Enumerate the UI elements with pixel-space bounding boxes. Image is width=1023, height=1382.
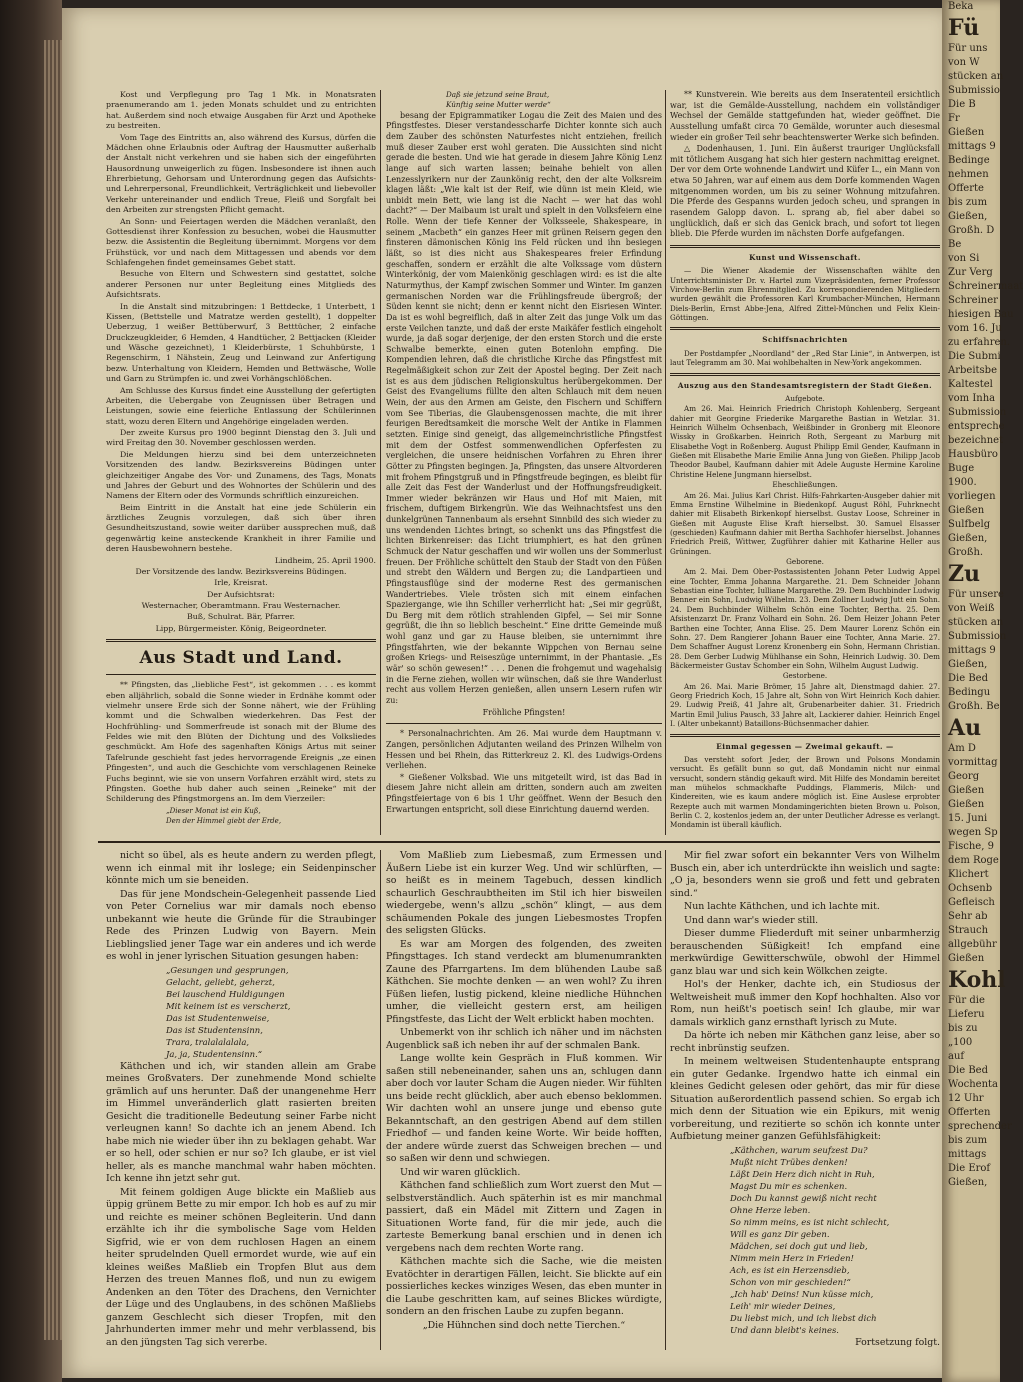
edge-fragment: Sehr ab xyxy=(948,911,988,922)
t3-paras-item: △ Dodenhausen, 1. Juni. Ein äußerst trauriger Unglücksfall mit tötlichem Ausgang hat sich hier gestern nachmittag ereignet. Der vor dem Orte wohnende Landwirt und Küfer L., ein Mann von etwa 50 Jahren, war auf einem aus dem Dorfe kommenden Wagen mitgenommen worden, um bis zu seiner Wohnung mitzufahren. Die Pferde des Gespanns wurden jedoch scheu, und sprangen in rasendem Galopp davon. L. sprang ab, fiel aber dabei so unglücklich, daß er sich das Genick brach, und sofort tot liegen blieb. Die Pferde wurden im nächsten Dorfe aufgefangen. xyxy=(670,144,940,239)
gest-label: Gestorbene. xyxy=(782,671,828,681)
b1-verse-item: Ja, ja, Studentensinn.“ xyxy=(166,1048,263,1059)
t1-paras xyxy=(106,90,376,555)
edge-fragment: Die B xyxy=(948,99,976,110)
edge-fragment: Offerte xyxy=(948,183,984,194)
top-column-3 xyxy=(670,90,940,835)
b3-verse-item: Ohne Herze leben. xyxy=(730,1204,811,1215)
edge-fragment: Wochenta xyxy=(948,1079,998,1090)
b1-paras2 xyxy=(106,1061,376,1350)
section-title-aus-stadt-und-land: Aus Stadt und Land. xyxy=(139,648,343,669)
edge-fragment: stücken an xyxy=(948,617,1004,628)
b2-paras-item: Es war am Morgen des folgenden, des zweiten Pfingsttages. Ich stand verdeckt am blumenumrankten Zaune des Pfarrgartens. Im dem blühenden Laube saß Käthchen. Sie mochte denken — an wen wohl? Zu ihren Füßen liefen, lustig pickend, kleine niedliche Hühnchen umher, die vielleicht gestern erst, am heiligen Pfingstfeste, das Licht der Welt erblickt haben mochten. xyxy=(386,938,662,1025)
t1-signature-item: Der Aufsichtsrat: xyxy=(207,589,275,599)
edge-fragment: Die Erof xyxy=(948,1163,991,1174)
edge-fragment: Buge xyxy=(948,463,975,474)
t1-signature-item: Westernacher, Oberamtmann. Frau Westernacher. xyxy=(141,601,341,610)
b1-verse-item: Trara, tralalalalala, xyxy=(166,1036,250,1047)
b3-paras-item: In meinem weltweisen Studentenhaupte entsprang ein guter Gedanke. Irgendwo hatte ich einmal ein kleines Gedicht gelesen oder gehört, das mir für diese Situation außerordentlich passend schien. So ergab ich mich denn der Situation wie ein Epikurs, mit wenig vorbereitung, und rezitierte so schön ich konnte unter Aufbietung meiner ganzen Gefühlsfähigkeit: xyxy=(670,1056,940,1142)
edge-fragment: wegen Sp xyxy=(948,827,998,838)
edge-fragment: „100 xyxy=(948,1037,973,1048)
edge-fragment: bis zum xyxy=(948,1135,988,1146)
t3-rule-2 xyxy=(670,327,940,330)
edge-fragment: von Si xyxy=(948,253,980,264)
b3-verse-item: Schon von mir geschieden!“ xyxy=(730,1276,851,1287)
edge-fragment: Offerten xyxy=(948,1107,991,1118)
t2-verse-item: Daß sie jetzund seine Braut, xyxy=(446,90,550,99)
edge-fragment: Bedingu xyxy=(948,687,991,698)
t1-section-paras xyxy=(106,680,376,805)
schiff-title: Schiffsnachrichten xyxy=(762,335,848,345)
edge-fragment: Ochsenb xyxy=(948,883,993,894)
edge-fragment: Klichert xyxy=(948,869,989,880)
edge-fragment: mittags xyxy=(948,1149,987,1160)
edge-fragment: vormittag xyxy=(948,757,998,768)
b3-verse-item: „Ich hab' Deins! Nun küsse mich, xyxy=(730,1288,874,1299)
b1-verse-item: „Gesungen und gesprungen, xyxy=(166,964,289,975)
t1-signature-item: Buß, Schulrat. Bär, Pfarrer. xyxy=(186,612,296,622)
b3-verse-item: Ach, es ist ein Herzensdieb, xyxy=(730,1264,850,1275)
edge-fragment: Gießen xyxy=(948,799,985,810)
t3-rule-4 xyxy=(670,734,940,737)
b3-verse-item: Leih' mir wieder Deines, xyxy=(730,1300,836,1311)
edge-fragment: sprechender xyxy=(948,1121,1012,1132)
edge-fragment: Die Submi xyxy=(948,351,1001,362)
adjacent-page-edge xyxy=(942,0,1023,1382)
edge-fragment: auf xyxy=(948,1051,965,1062)
edge-fragment: allgebühr xyxy=(948,939,997,950)
edge-fragment: mittags 9 xyxy=(948,645,996,656)
ehe-label: Eheschließungen. xyxy=(772,480,838,490)
kunst-text: — Die Wiener Akademie der Wissenschaften wählte den Unterrichtsminister Dr. v. Hartel zum Vizepräsidenten, ferner Professor Virchow-Berlin zum Ehrenmitglied. Zu korrespondierenden Mitgliedern wurden gewählt die Professoren Karl Krumbacher-München, Hermann Diels-Berlin, Ernst Abbe-Jena, Alfred Zittel-München und Felix Klein-Göttingen. xyxy=(670,266,940,323)
t2-paras-item: besang der Epigrammatiker Logau die Zeit des Maien und des Pfingstfestes. Dieser verstandesscharfe Dichter konnte sich auch dem Zauber des schönsten Naturfestes nicht entziehen, freilich muß dieser Zauber erst wohl geraten. Die Aussichten sind nicht gerade die besten. Und wie hat gerade in diesem Jahre König Lenz lange auf sich warten lassen; beinahe behielt von allen Lenzesslyrikern nur der Zaunkönig recht, den der alte Volksreim klagen läßt: „Wie kalt ist der Reif, wie dünn ist mein Kleid, wie unbidt mein Bett, wie lang ist die Nacht — wer hat das wohl dacht?“ — Der Maibaum ist uralt und spielt in den Volksfeiern eine Rolle. Wenn der tiefe Kenner der Volksseele, Shakespeare, in seinem „Macbeth“ ein ganzes Heer mit grünen Reisern gegen den finsteren dämonischen König ins Feld rücken und ihn besiegen läßt, so ist dies nicht aus Shakespeares freier Erfindung geschaffen, sondern er erzählt die alte Volkssage vom düstern Winterkönig, der vom Maienkönig geschlagen wird: es ist die alte Naturmythus, der Kampf zwischen Sommer und Winter. Im ganzen germanischen Norden war die Frühlingsfreude übergroß; der Süden kennt sie nicht; denn er kennt nicht den Eisriesen Winter. Da ist es wohl begreiflich, daß in alter Zeit das junge Volk um das erste Veilchen tanzte, und daß der erste Maikäfer festlich eingeholt wurde, ja daß sogar derjenige, der den ersten Storch und die erste Schwalbe bemerkte, einen guten Botenlohn empfing. Die Kompendien lehren, daß die christliche Kirche das Pfingstfest mit Regelmäßigkeit schon zur Zeit der Apostel beging. Der Zeit nach ist es aus dem jüdischen Religionskultus herübergekommen. Der Geist des Evangeliums füllte den alten Schlauch mit dem neuen Wein, der aus den Armen am Geiste, den Fischern und Schiffern vom See Tiberias, die Glaubensgenossen machte, die mit ihrer feurigen Beredtsamkeit die morsche Welt der Antike in Flammen setzten. Einige sind geneigt, das allgemeinchristliche Pfingstfest mit dem der Ostfest sommenwendlichen Opferfesten zu vergleichen, die unsere heidnischen Vorfahren zu Ehren ihrer Götter zu Pfingsten begingen. Ja, Pfingsten, das unsere Altvorderen mit frohem Pfingstgruß und in Pfingstfreude begingen, es bleibt für alle Zeit das Fest der Wanderlust und der Hoffnungsfreudigkeit. Immer wieder bekränzen wir Haus und Hof mit Maien, mit frischem, duftigem Birkengrün. Wie das Weihnachtsfest uns den dunkelgrünen Tannenbaum als ersehnt Sinnbild des sich wieder zu uns wendenden Lichtes bringt, so schenkt uns das Pfingstfest die lichten Birkenreiser: das Licht triumphiert, es hat den grünen Schmuck der Natur geschaffen und wir wollen uns der Sommerlust freuen. Der Fröhliche schüttelt den Staub der Stadt von den Füßen und strebt den Wäldern und Bergen zu; die Landpartieen und Pfingstausflüge sind der moderne Rest des germanischen Wandertriebes. Viele trösten sich mit einem einfachen Spaziergange, wie ihn Schiller verherrlicht hat: „Sei mir gegrüßt, Du Berg mit dem rötlich strahlenden Gipfel, — Sei mir Sonne gegrüßt, die ihn so lieblich bescheint.“ Eine dritte Gemeinde muß wohl ganz und gar zu Hause bleiben, sie unternimmt ihre Pfingstfahrten, wie der bekannte Wippchen von Bernau seine großen Kriegs- und Reiseszüge unternimmt, in der Phantasie. „Es wär' so schön gewesen!“ . . . Denen die frohgemut und wagehalsig in die Ferne ziehen, wollen wir wünschen, daß sie ihre Wanderlust recht aus vollem Herzen genießen, allen unsern Lesern rufen wir zu: xyxy=(386,110,662,705)
b3-verse-item: Magst Du mir es schenken. xyxy=(730,1180,848,1191)
page-edges xyxy=(44,40,62,1340)
book-binding xyxy=(0,0,62,1382)
t1-verse-item: „Dieser Monat ist ein Kuß, xyxy=(166,805,261,815)
b3-paras-item: Dieser dumme Fliederduft mit seiner unbarmherzig berauschenden Süßigkeit! Ich empfand eine merkwürdige Gewitterschwüle, obwohl der Himmel ganz blau war und sich kein Wölkchen zeigte. xyxy=(670,928,940,977)
b3-verse xyxy=(670,1145,940,1336)
t1-verse xyxy=(106,806,376,825)
b1-verse-item: Gelacht, geliebt, geherzt, xyxy=(166,976,275,987)
bottom-column-3 xyxy=(670,850,940,1350)
t1-paras-item: Kost und Verpflegung pro Tag 1 Mk. in Monatsraten praenumerando am 1. jeden Monats schuldet und zu entrichten hat. Außerdem sind noch etwaige Ausgaben für Arzt und Apotheke zu bestreiten. xyxy=(106,90,376,131)
b3-paras xyxy=(670,850,940,1144)
b1-paras2-item: Käthchen und ich, wir standen allein am Grabe meines Großvaters. Der zunehmende Mond schielte grämlich auf uns herunter. Daß der unangenehme Herr im Himmel unveränderlich glatt rasierten breiten Gesicht die traditionelle Bedeutung seiner Farbe nicht verleugnen kann! So dachte ich an jenem Abend. Ich habe mich nie wieder über ihn zu beklagen gehabt. War er so hell, oder schien er nur so? Ich glaube, er ist viel heller, als es manche manchmal wahr haben möchten. Ich kenne ihn jetzt sehr gut. xyxy=(106,1060,376,1184)
edge-fragment: Au xyxy=(948,715,982,741)
fortsetzung-folgt: Fortsetzung folgt. xyxy=(855,1336,940,1348)
edge-fragment: dem Roge xyxy=(948,855,999,866)
edge-fragment: stücken an xyxy=(948,71,1004,82)
b2-paras-item: Käthchen fand schließlich zum Wort zuerst den Mut — selbstverständlich. Auch späterhin ist es mir manchmal passiert, daß ein Mädel mit Zittern und Zagen in Situationen Worte fand, für die mir jede, auch die zarteste Bemerkung banal erschien und in denen ich vergebens nach dem rechten Worte rang. xyxy=(386,1180,662,1254)
top-column-1 xyxy=(106,90,376,835)
edge-fragment: Gießen xyxy=(948,953,985,964)
b1-verse-item: Mit keinem ist es verscherzt, xyxy=(166,1000,291,1011)
t2-paras xyxy=(386,111,662,707)
aufgebote-label: Aufgebote. xyxy=(785,393,825,403)
b3-verse-item: Mußt nicht Trübes denken! xyxy=(730,1156,848,1167)
edge-fragment: Für unsere xyxy=(948,589,1004,600)
edge-fragment: Zur Verg xyxy=(948,267,993,278)
t2-closing: Fröhliche Pfingsten! xyxy=(482,707,566,717)
edge-fragment: hiesigen Bau xyxy=(948,309,1014,320)
edge-fragment: Gefleisch xyxy=(948,897,995,908)
bottom-column-1 xyxy=(106,850,376,1350)
t3-paras xyxy=(670,90,940,240)
edge-fragment: Gießen, xyxy=(948,659,988,670)
edge-fragment: bis zu xyxy=(948,1023,978,1034)
einmal-text: Das versteht sofort Jeder, der Brown und Polsons Mondamin versucht. Es gefällt bunn so gut, daß Mondamin nicht nur einmal versucht, sondern ständig gekauft wird. Mit Hilfe des Mondamin bereitet man mühelos schmackhafte Puddings, Flammeris, Milch- und Kindereiten, wie es kaum andere möglich ist. Eine Auslese erprobter Rezepte auch mit warmen Mondamingerichten bieten Brown u. Polson, Berlin C. 2, kostenlos jedem an, der unter Deutlicher Adresse es verlangt. Mondamin ist überall käuflich. xyxy=(670,754,940,830)
column-divider xyxy=(665,90,666,835)
edge-fragment: Arbeitsbe xyxy=(948,365,997,376)
edge-fragment: Gießen, xyxy=(948,211,988,222)
b3-paras-item: Hol's der Henker, dachte ich, ein Studiosus der Weltweisheit muß immer den Kopf hochhalten. Also vor Rom, nun heißt's poetisch sein! Ich glaube, mir war damals wirklich ganz ernsthaft lyrisch zu Mute. xyxy=(670,979,940,1028)
b2-paras-item: Unbemerkt von ihr schlich ich näher und im nächsten Augenblick saß ich neben ihr auf der schmalen Bank. xyxy=(386,1027,662,1051)
b3-verse-item: So nimm meins, es ist nicht schlecht, xyxy=(730,1216,890,1227)
edge-fragment: Schreiner xyxy=(948,295,998,306)
b3-verse-item: Doch Du kannst gewiß nicht recht xyxy=(730,1192,877,1203)
edge-fragment: Submission xyxy=(948,407,1007,418)
edge-fragment: Gießen, xyxy=(948,533,988,544)
b3-verse-item: „Käthchen, warum seufzest Du? xyxy=(730,1144,868,1155)
t1-section-paras-item: ** Pfingsten, das „liebliche Fest“, ist gekommen . . . es kommt eben alljährlich, sobald die Sonne wieder in Erdnähe kommt oder vielmehr unsere Erde sich der Sonne nähert, wie der Frühling kommt und die Schwalben wiederkehren. Das Fest der Hochfrühling- und Sommerfreude ist sonach mit der Blume des Feldes wie mit den Blüten der Dichtung und des Volksliedes geschmückt. Am Hofe des sagenhaften Königs Artus mit seiner Tafelrunde geschieht fast jedes hervorragende Ereignis „ze einen Pfingesten“, und auch die Geschichte vom verschlagenen Reineke Fuchs beginnt, wie sie von unsern Vorfahren erzählt wird, stets zu Pfingsten. Goethe hub daher auch seinen „Reineke“ mit der Schilderung des Pfingstmorgens an. Im dem Vierzeiler: xyxy=(106,680,376,804)
edge-fragment: Submissio xyxy=(948,85,1000,96)
b3-verse-item: Läßt Dein Herz dich nicht in Ruh, xyxy=(730,1168,875,1179)
edge-fragment: bezeichnet xyxy=(948,435,1004,446)
edge-fragment: bis zum xyxy=(948,197,988,208)
t1-signature-item: Lipp, Bürgermeister. König, Beigeordneter. xyxy=(155,623,327,633)
edge-fragment: vom Inha xyxy=(948,393,996,404)
geb-text: Am 2. Mai. Dem Ober-Postassistenten Johann Peter Ludwig Appel eine Tochter, Emma Johanna Margarethe. 21. Dem Schneider Johann Sebastian eine Tochter, Iulliane Margarethe. 29. Dem Buchbinder Ludwig Benner ein Sohn, Ludwig Wilhelm. 23. Dem Zollner Ludwig Jutt ein Sohn. 24. Dem Buchbinder Wilhelm Schön eine Tochter, Bertha. 25. Dem Afsistenzarzt Dr. Franz Volhard ein Sohn. 26. Dem Heizer Johann Peter Barthen eine Tochter, Anna Elise. 25. Dem Maurer Lorenz Schön ein Sohn. 27. Dem Rangierer Johann Bauer eine Tochter, Anna Marie. 27. Dem Schaffner August Lorenz Kronenberg ein Sohn, Hermann Christian. 28. Dem Gerber Ludwig Mühlhanse ein Sohn, Heinrich Ludwig. 30. Dem Bäckermeister Gustav Schomber ein Sohn, Wilhelm August Ludwig. xyxy=(670,567,940,670)
b2-paras-item: Lange wollte kein Gespräch in Fluß kommen. Wir saßen still nebeneinander, sahen uns an, schlugen dann aber doch vor lauter Scham die Augen nieder. Wir fühlten uns beide recht glücklich, aber auch ebenso beklommen. Wir dachten wohl an unsere junge und ebenso gute Bekanntschaft, an den gestrigen Abend auf dem stillen Friedhof — und fanden keine Worte. Wir beide hofften, der andere würde zuerst das Schweigen brechen — und so saßen wir denn und schwiegen. xyxy=(386,1053,662,1164)
section-rule-2 xyxy=(106,674,376,675)
section-rule xyxy=(106,639,376,642)
t2-verse-item: Künftig seine Mutter werde“ xyxy=(446,100,551,110)
b3-verse-item: Du liebst mich, und ich liebst dich xyxy=(730,1312,877,1323)
edge-fragment: Bedinge xyxy=(948,155,990,166)
edge-fragment: nehmen xyxy=(948,169,989,180)
b1-paras xyxy=(106,850,376,964)
t1-signature xyxy=(106,567,376,634)
edge-fragment: Fü xyxy=(948,15,980,41)
b3-paras-item: Da hörte ich neben mir Käthchen ganz leise, aber so recht inbrünstig seufzen. xyxy=(670,1030,940,1054)
b1-verse xyxy=(106,965,376,1060)
t1-date: Lindheim, 25. April 1900. xyxy=(274,555,376,565)
b3-paras-item: Mir fiel zwar sofort ein bekannter Vers von Wilhelm Busch ein, aber ich unterdrückte ihn weislich und sagte: „O ja, besonders wenn sie groß und fett und gebraten sind.“ xyxy=(670,850,940,899)
t1-paras-item: An Sonn- und Feiertagen werden die Mädchen veranlaßt, den Gottesdienst ihrer Konfession zu besuchen, wobei die Hausmutter bezw. die Assistentin die Begleitung übernimmt. Morgens vor dem Frühstück, vor und nach dem Mittagessen und abends vor dem Schlafengehen findet gemeinsames Gebet statt. xyxy=(106,216,376,267)
t1-paras-item: Beim Eintritt in die Anstalt hat eine jede Schülerin ein ärztliches Zeugnis vorzulegen, daß sich über ihren Gesundheitszustand, sowie weiter darüber aussprechen muß, daß gegenwärtig keine ansteckende Krankheit in ihrer Familie und deren Hausbewohnern bestehe. xyxy=(106,502,376,554)
b3-verse-item: Mädchen, sei doch gut und lieb, xyxy=(730,1240,868,1251)
t2-verse xyxy=(386,90,662,110)
edge-fragment: Sulfbelg xyxy=(948,519,991,530)
b2-paras-item: Und wir waren glücklich. xyxy=(400,1166,521,1178)
edge-fragment: Großh. D xyxy=(948,225,995,236)
t1-paras-item: In die Anstalt sind mitzubringen: 1 Bettdecke, 1 Unterbett, 1 Kissen, (Bettstelle und Matratze werden gestellt), 1 doppelter Ueberzug, 1 weißer Bettüberwurf, 3 Betttücher, 2 einfache Druckzeugkleider, 6 Hemden, 4 Handtücher, 2 Bettjacken (Kleider und Wäsche gezeichnet), 1 Kleiderbürste, 1 Schuhbürste, 1 Regenschirm, 1 Nähstein, Zeug und Leinwand zur Anfertigung bezw. Unterhaltung von Kleidern, Hemden und Bettwäsche, Wolle und Garn zu Strümpfen ic. und zwei Vorhängschlößchen. xyxy=(106,301,376,384)
t1-paras-item: Vom Tage des Eintritts an, also während des Kursus, dürfen die Mädchen ohne Erlaubnis oder Auftrag der Hausmutter außerhalb der Anstalt nicht verkehren und sie haben sich der eingeführten Hausordnung unweigerlich zu fügen. Insbesondere ist ihnen auch Ehrerbietung, Gehorsam und Unterordnung gegen das Aufsichts- und Lehrerpersonal, Freundlichkeit, Verträglichkeit und liebevoller Verkehr untereinander und endlich Treue, Fleiß und Sorgfalt bei den Arbeiten zur strengsten Pflicht gemacht. xyxy=(106,132,376,215)
edge-fragment: Strauch xyxy=(948,925,989,936)
b1-verse-item: Bei lauschend Huldigungen xyxy=(166,988,285,999)
edge-fragment: von Weiß xyxy=(948,603,995,614)
bottom-column-2 xyxy=(386,850,662,1350)
edge-fragment: vom 16. Ju xyxy=(948,323,1002,334)
edge-fragment: Für die xyxy=(948,995,985,1006)
t3-rule-1 xyxy=(670,245,940,248)
adjacent-page-fragments xyxy=(942,0,1023,1190)
edge-fragment: entspreche xyxy=(948,421,1005,432)
t1-signature-item: Irle, Kreisrat. xyxy=(214,578,268,588)
t2-rule xyxy=(386,723,662,724)
edge-fragment: Hausbüro xyxy=(948,449,998,460)
t3-paras-item: ** Kunstverein. Wie bereits aus dem Inseratenteil ersichtlich war, ist die Gemälde-Ausstellung, nachdem ein vollständiger Wechsel der Gemälde stattgefunden hat, wieder geöffnet. Die Ausstellung umfaßt circa 70 Gemälde, worunter auch diesesmal wieder ein großer Teil sehr beachtenswerter Werke sich befinden. xyxy=(670,90,940,142)
b3-verse-item: Nimm mein Herz in Frieden! xyxy=(730,1252,854,1263)
edge-fragment: 15. Juni xyxy=(948,813,988,824)
edge-fragment: Gießen xyxy=(948,127,985,138)
b1-paras-item: nicht so übel, als es heute andern zu werden pflegt, wenn ich einmal mit ihr loslege; ein Seidenpinscher könnte mich um sie beneiden. xyxy=(106,850,376,886)
b2-paras-item: Käthchen machte sich die Sache, wie die meisten Evatöchter in derartigen Fällen, leicht. Sie blickte auf ein possierliches keckes winziges Wesen, das eben munter in die Laube geschritten kam, auf seines Blickes würdigte, sondern an den frischen Laube zu zupfen begann. xyxy=(386,1256,662,1317)
gest-text: Am 26. Mai. Marie Brömer, 15 Jahre alt, Dienstmagd dahier. 27. Georg Friedrich Koch, 15 Jahre alt, Sohn von Wirt Heinrich Koch dahier. 29. Ludwig Preiß, 41 Jahre alt, Grubenarbeiter dahier. 31. Friedrich Martin Emil Julius Pausch, 33 Jahre alt, Lackierer dahier. Heinrich Engel I. (Alter unbekannt) Bataillons-Büchsenmacher dahier. xyxy=(670,681,940,729)
edge-fragment: vorliegen xyxy=(948,491,996,502)
b2-paras-item: Vom Maßlieb zum Liebesmaß, zum Ermessen und Äußern Liebe ist ein kurzer Weg. Und wir schlürften, — so heißt es in meinem Tagebuch, dessen kindlich schaurlich Geschraubtheiten im Stil ich hier bisweilen wiedergebe, wenn's allzu „schön“ klingt, — aus dem schäumenden Pokale des jungen Liebesmostes Tropfen des seligsten Glücks. xyxy=(386,850,662,936)
edge-fragment: Die Bed xyxy=(948,1065,988,1076)
b1-paras2-item: Mit feinem goldigen Auge blickte ein Maßlieb aus üppig grünem Bette zu mir empor. Ich hob es auf zu mir und reichte es meiner schönen Begleiterin. Und dann erzählte ich ihr die symbolische Sage vom Helden Sigfrid, wie er von dem ruchlosen Hagen an einem heiter sprudelnden Quell ermordet wurde, wie auf ein kleines weißes Maßlieb ein Tropfen Blut aus dem Herzen des treuen Mannes floß, und nun zu ewigem Andenken an den Töter des Drachens, den Vernichter der Lüge und des Unglaubens, in des schönen Maßliebs ganzem Geschlecht sich dieser Tropfen, mit den Jahrhunderten immer mehr und mehr verblassend, bis an den jüngsten Tag sich vererbe. xyxy=(106,1186,376,1348)
edge-fragment: Submission xyxy=(948,631,1007,642)
edge-fragment: Am D xyxy=(948,743,976,754)
edge-fragment: Lieferu xyxy=(948,1009,985,1020)
t1-paras-item: Der zweite Kursus pro 1900 beginnt Dienstag den 3. Juli und wird Freitag den 30. November geschlossen werden. xyxy=(106,428,376,448)
t1-paras-item: Am Schlusse des Kursus findet eine Ausstellung der gefertigten Arbeiten, die Uebergabe von Zeugnissen über Betragen und Leistungen, sowie eine feierliche Entlassung der Schülerinnen statt, wozu deren Eltern und Angehörige eingeladen werden. xyxy=(106,385,376,426)
ehe-text: Am 26. Mai. Julius Karl Christ. Hilfs-Fahrkarten-Ausgeber dahier mit Emma Ernstine Wilhelmine in Biedenkopf. August Röhl, Fuhrknecht dahier mit Elisabeth Birkenkopf hierselbst. Gustav Loose, Schreiner in Gießen mit Auguste Elise Kraft hierselbst. 30. Samuel Elsasser (geschieden) Kaufmann dahier mit Bertha Sachhofer hierselbst. Johannes Friedrich Preiß, Wittwer, Zugführer dahier mit Katharine Heller aus Grüningen. xyxy=(670,490,940,556)
t2-notes xyxy=(386,729,662,815)
edge-fragment: Großh. Be xyxy=(948,701,1000,712)
edge-fragment: Georg xyxy=(948,771,980,782)
t1-paras-item: Die Meldungen hierzu sind bei dem unterzeichneten Vorsitzenden des landw. Bezirksvereins Büdingen unter gleichzeitiger Angabe des Vor- und Zunamens, des Tags, Monats und Jahres der Geburt und des Wohnortes der Schülerin und des Namens der Eltern oder des Vormunds schriftlich einzureichen. xyxy=(106,449,376,501)
edge-fragment: Schreinermaat xyxy=(948,281,1023,292)
column-divider xyxy=(380,90,381,835)
edge-fragment: mittags 9 xyxy=(948,141,996,152)
b2-paras xyxy=(386,850,662,1319)
edge-fragment: Zu xyxy=(948,561,981,587)
t2-notes-item: * Gießener Volksbad. Wie uns mitgeteilt wird, ist das Bad in diesem Jahre nicht allein am dritten, sondern auch am zweiten Pfingstfeiertage von 6 bis 1 Uhr geöffnet. Wenn der Besuch den Erwartungen entspricht, soll diese Einrichtung dauernd werden. xyxy=(386,772,662,814)
standesamt-title: Auszug aus den Standesamtsregistern der Stadt Gießen. xyxy=(677,380,933,390)
aufgebote-text: Am 26. Mai. Heinrich Friedrich Christoph Kohlenberg, Sergeant dahier mit Georgine Friederike Margarethe Bastian in Wetzlar. 31. Heinrich Wilhelm Ochsenbach, Weißbinder in Gronberg mit Eleonore Wissky in Großkarben. Heinrich Roth, Sergeant zu Marburg mit Elisabethe Vogt in Roßenberg. August Philipp Emil Gender, Kaufmann in Gießen mit Elisabethe Marie Emilie Anna Jung von Gießen. Philipp Jacob Theodor Baubel, Kaufmann dahier mit Adele Auguste Hermine Karoline Christine Helene Jungmann hierselbst. xyxy=(670,404,940,479)
t1-paras-item: Besuche von Eltern und Schwestern sind gestattet, solche anderer Personen nur unter Begleitung eines Mitglieds des Aufsichtsrats. xyxy=(106,269,376,300)
top-column-2 xyxy=(386,90,662,835)
edge-fragment: Für uns xyxy=(948,43,988,54)
edge-fragment: Großh. xyxy=(948,547,984,558)
b3-paras-item: Und dann war's wieder still. xyxy=(684,914,819,926)
b1-verse-item: Das ist Studentenweise, xyxy=(166,1012,270,1023)
column-divider xyxy=(665,850,666,1350)
edge-fragment: zu erfahren. xyxy=(948,337,1011,348)
edge-fragment: Kaltestel xyxy=(948,379,993,390)
edge-fragment: Fische, 9 xyxy=(948,841,994,852)
edge-fragment: Gießen xyxy=(948,785,985,796)
edge-fragment: 12 Uhr xyxy=(948,1093,984,1104)
b1-paras-item: Das für jene Mondschein-Gelegenheit passende Lied von Peter Cornelius war mir damals noch ebenso unbekannt wie heute die Gründe für die Straubinger Rede des Prinzen Ludwig von Bayern. Mein Lieblingslied jener Tage war ein anderes und ich werde es wohl in jener lyrischen Situation gesungen haben: xyxy=(106,888,376,962)
b3-verse-item: Will es ganz Dir geben. xyxy=(730,1228,830,1239)
kunst-title: Kunst und Wissenschaft. xyxy=(749,252,861,262)
b3-paras-item: Nun lachte Käthchen, und ich lachte mit. xyxy=(684,901,880,912)
t1-signature-item: Der Vorsitzende des landw. Bezirksvereins Büdingen. xyxy=(135,566,347,576)
b1-verse-item: Das ist Studentensinn, xyxy=(166,1024,263,1035)
edge-fragment: von W xyxy=(948,57,980,68)
edge-fragment: Die Bed xyxy=(948,673,988,684)
geb-label: Geborene. xyxy=(786,557,824,567)
t3-rule-3 xyxy=(670,373,940,376)
t1-verse-item: Den der Himmel giebt der Erde, xyxy=(166,815,282,825)
schiff-text: Der Postdampfer „Noordland“ der „Red Star Linie“, in Antwerpen, ist laut Telegramm am 30. Mai wohlbehalten in New-York angekommen. xyxy=(670,348,940,368)
edge-fragment: Be xyxy=(948,239,962,250)
edge-fragment: Beka xyxy=(948,1,974,12)
edge-fragment: Kohl xyxy=(948,967,1006,993)
t2-notes-item: * Personalnachrichten. Am 26. Mai wurde dem Hauptmann v. Zangen, persönlichen Adjutanten weiland des Prinzen Wilhelm von Hessen und bei Rhein, das Ritterkreuz 2. Kl. des Ludwigs-Ordens verliehen. xyxy=(386,729,662,771)
newspaper-sheet xyxy=(62,8,942,1378)
b3-verse-item: Und dann bleibt's keines. xyxy=(730,1324,839,1335)
column-divider xyxy=(380,850,381,1350)
edge-fragment: Fr xyxy=(948,113,960,124)
einmal-title: Einmal gegessen — Zweimal gekauft. — xyxy=(716,741,894,751)
b2-quote: „Die Hühnchen sind doch nette Tierchen.“ xyxy=(422,1319,626,1331)
edge-fragment: 1900. xyxy=(948,477,977,488)
edge-fragment: Gießen xyxy=(948,505,985,516)
edge-fragment: Gießen, xyxy=(948,1177,988,1188)
feuilleton-divider xyxy=(98,841,940,843)
